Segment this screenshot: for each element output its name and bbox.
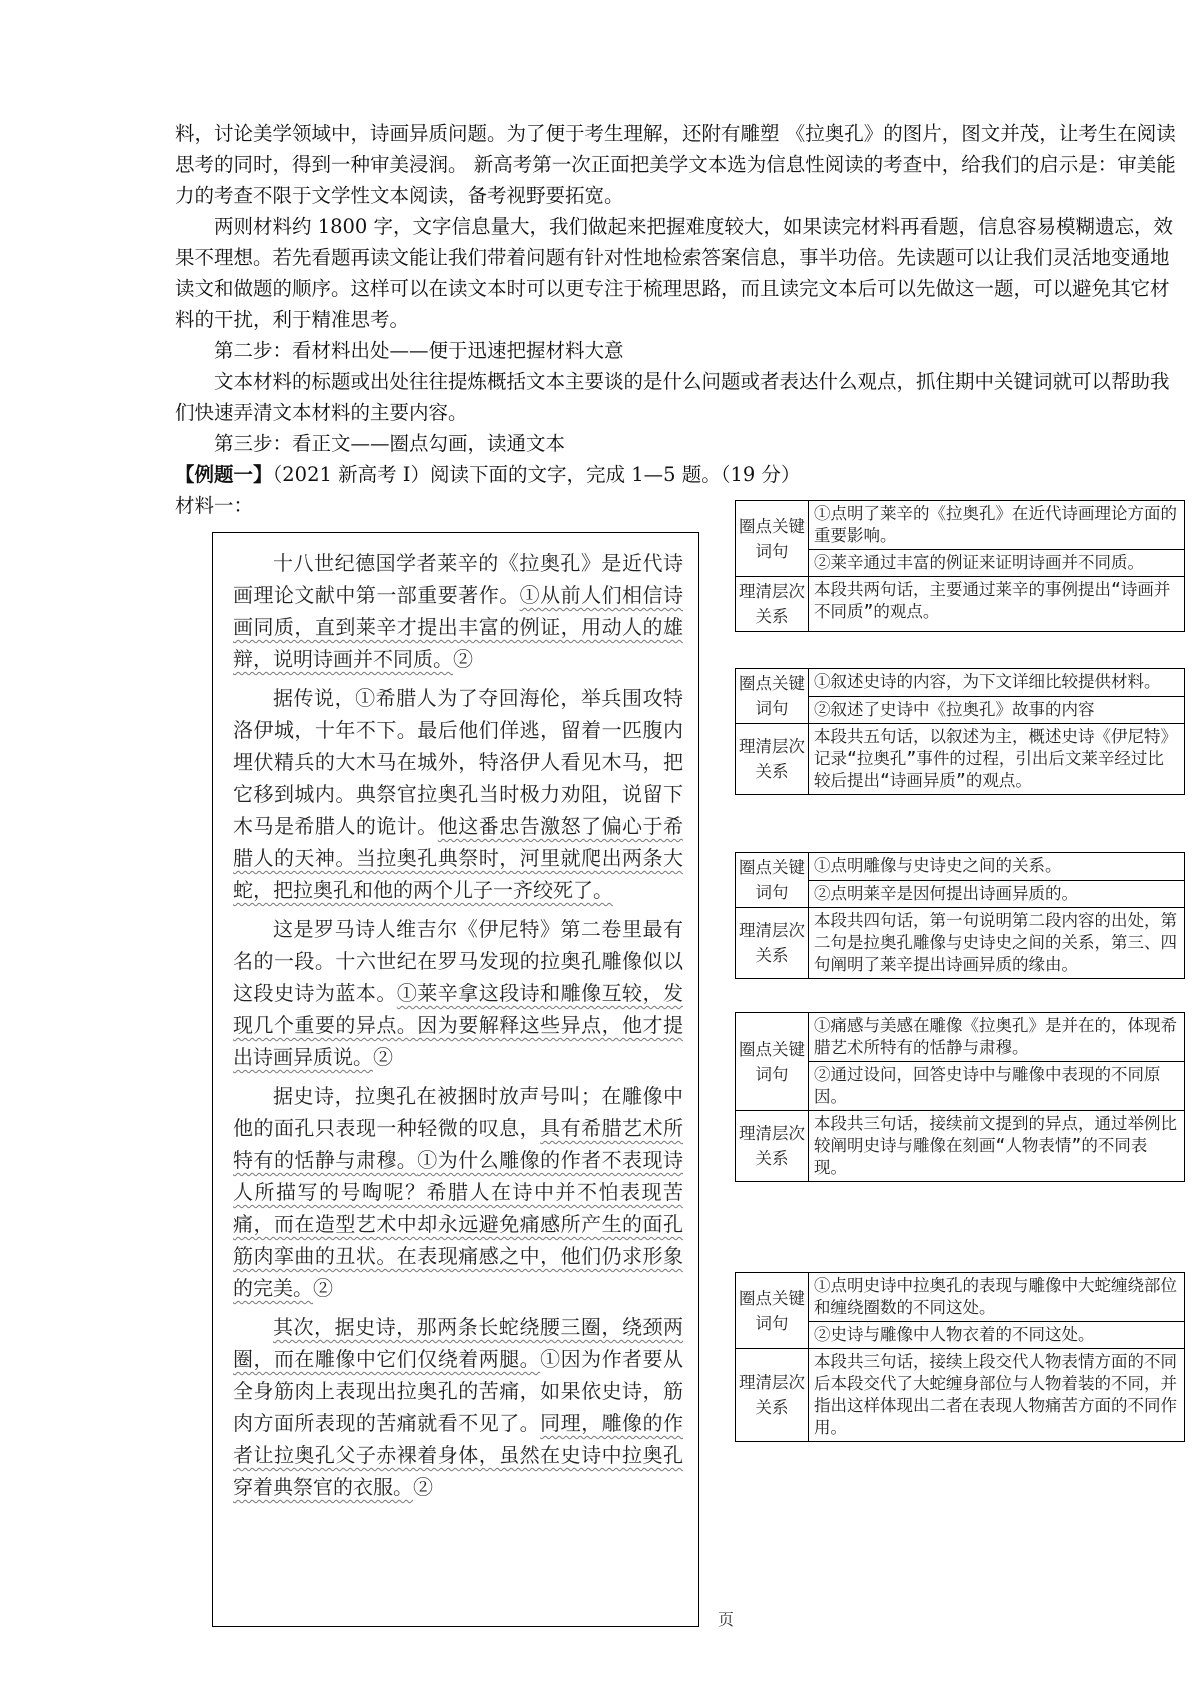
passage-paragraph: 十八世纪德国学者莱辛的《拉奥孔》是近代诗画理论文献中第一部重要著作。①从前人们相信诗画同质，直到莱辛才提出丰富的例证，用动人的雄辩，说明诗画并不同质。② (233, 551, 684, 671)
keyword-header: 圈点关键词句 (736, 853, 809, 908)
annotation-table (735, 500, 1185, 632)
annotation-table (735, 668, 1185, 795)
keyword-cell: ①痛感与美感在雕像《拉奥孔》是并在的，体现希腊艺术所特有的恬静与肃穆。 (809, 1013, 1185, 1062)
relation-header: 理清层次关系 (736, 1111, 809, 1182)
keyword-header: 圈点关键词句 (736, 501, 809, 577)
intro-paragraph: 两则材料约 1800 字，文字信息量大，我们做起来把握难度较大，如果读完材料再看题，信息容易模糊遗忘，效果不理想。若先看题再读文能让我们带着问题有针对性地检索答案信息，事半功倍。先读题可以让我们灵活地变通地读文和做题的顺序。这样可以在读文本时可以更专注于梳理思路，而且读完文本后可以先做这一题，可以避免其它材料的干扰，利于精准思考。 (175, 215, 1174, 331)
example-text: （2021 新高考 I）阅读下面的文字，完成 1—5 题。（19 分） (272, 463, 801, 486)
annotation-table (735, 852, 1185, 979)
keyword-header: 圈点关键词句 (736, 1013, 809, 1111)
material-label: 材料一： (175, 494, 254, 517)
relation-cell: 本段共五句话，以叙述为主，概述史诗《伊尼特》记录“拉奥孔”事件的过程，引出后文莱辛经过比较后提出“诗画异质”的观点。 (809, 724, 1185, 795)
example-line (175, 459, 1185, 490)
relation-header: 理清层次关系 (736, 1349, 809, 1442)
relation-header: 理清层次关系 (736, 908, 809, 979)
passage-paragraph: 据史诗，拉奥孔在被捆时放声号叫；在雕像中他的面孔只表现一种轻微的叹息，具有希腊艺术所特有的恬静与肃穆。①为什么雕像的作者不表现诗人所描写的号啕呢？希腊人在诗中并不怕表现苦痛，而在造型艺术中却永远避免痛感所产生的面孔筋肉挛曲的丑状。在表现痛感之中，他们仍求形象的完美。② (233, 1084, 684, 1300)
keyword-cell: ①点明史诗中拉奥孔的表现与雕像中大蛇缠绕部位和缠绕圈数的不同这处。 (809, 1273, 1185, 1322)
annotation-table (735, 1012, 1185, 1182)
relation-cell: 本段共三句话，接续前文提到的异点，通过举例比较阐明史诗与雕像在刻画“人物表情”的不同表现。 (809, 1111, 1185, 1182)
keyword-cell: ②叙述了史诗中《拉奥孔》故事的内容 (809, 696, 1185, 724)
passage-paragraph: 这是罗马诗人维吉尔《伊尼特》第二卷里最有名的一段。十六世纪在罗马发现的拉奥孔雕像似以这段史诗为蓝本。①莱辛拿这段诗和雕像互较，发现几个重要的异点。因为要解释这些异点，他才提出诗画异质说。② (233, 917, 684, 1069)
intro-paragraph: 料，讨论美学领域中，诗画异质问题。为了便于考生理解，还附有雕塑 《拉奥孔》的图片，图文并茂，让考生在阅读思考的同时，得到一种审美浸润。 新高考第一次正面把美学文本选为信息性阅读的考查中，给我们的启示是：审美能力的考查不限于文学性文本阅读，备考视野要拓宽。 (175, 122, 1176, 207)
keyword-cell: ①点明雕像与史诗史之间的关系。 (809, 853, 1185, 881)
keyword-cell: ②史诗与雕像中人物衣着的不同这处。 (809, 1322, 1185, 1349)
step-heading: 第二步：看材料出处——便于迅速把握材料大意 (214, 339, 624, 362)
relation-cell: 本段共两句话，主要通过莱辛的事例提出“诗画并不同质”的观点。 (809, 577, 1185, 632)
keyword-cell: ②点明莱辛是因何提出诗画异质的。 (809, 880, 1185, 908)
keyword-header: 圈点关键词句 (736, 669, 809, 724)
example-tag: 【例题一】 (175, 463, 273, 486)
keyword-cell: ②莱辛通过丰富的例证来证明诗画并不同质。 (809, 550, 1185, 577)
step-heading: 第三步：看正文——圈点勾画，读通文本 (214, 432, 566, 455)
intro-paragraph: 文本材料的标题或出处往往提炼概括文本主要谈的是什么问题或者表达什么观点，抓住期中关键词就可以帮助我们快速弄清文本材料的主要内容。 (175, 370, 1170, 424)
keyword-cell: ②通过设问，回答史诗中与雕像中表现的不同原因。 (809, 1062, 1185, 1111)
passage-paragraph: 其次，据史诗，那两条长蛇绕腰三圈，绕颈两圈，而在雕像中它们仅绕着两腿。①因为作者要从全身筋肉上表现出拉奥孔的苦痛，如果依史诗，筋肉方面所表现的苦痛就看不见了。同理，雕像的作者让拉奥孔父子赤裸着身体，虽然在史诗中拉奥孔穿着典祭官的衣服。② (233, 1315, 684, 1499)
relation-header: 理清层次关系 (736, 577, 809, 632)
passage-box (212, 532, 699, 1627)
keyword-cell: ①点明了莱辛的《拉奥孔》在近代诗画理论方面的重要影响。 (809, 501, 1185, 550)
intro-text (175, 118, 1185, 490)
relation-header: 理清层次关系 (736, 724, 809, 795)
passage-paragraph: 据传说，①希腊人为了夺回海伦，举兵围攻特洛伊城，十年不下。最后他们佯逃，留着一匹腹内埋伏精兵的大木马在城外，特洛伊人看见木马，把它移到城内。典祭官拉奥孔当时极力劝阻，说留下木马是希腊人的诡计。他这番忠告激怒了偏心于希腊人的天神。当拉奥孔典祭时，河里就爬出两条大蛇，把拉奥孔和他的两个儿子一齐绞死了。 (233, 686, 684, 902)
relation-cell: 本段共三句话，接续上段交代人物表情方面的不同后本段交代了大蛇缠身部位与人物着装的不同，并指出这样体现出二者在表现人物痛苦方面的不同作用。 (809, 1349, 1185, 1442)
page-footer: 页 (718, 1610, 735, 1629)
keyword-cell: ①叙述史诗的内容，为下文详细比较提供材料。 (809, 669, 1185, 697)
keyword-header: 圈点关键词句 (736, 1273, 809, 1349)
relation-cell: 本段共四句话，第一句说明第二段内容的出处，第二句是拉奥孔雕像与史诗史之间的关系，第三、四句阐明了莱辛提出诗画异质的缘由。 (809, 908, 1185, 979)
annotation-table (735, 1272, 1185, 1442)
